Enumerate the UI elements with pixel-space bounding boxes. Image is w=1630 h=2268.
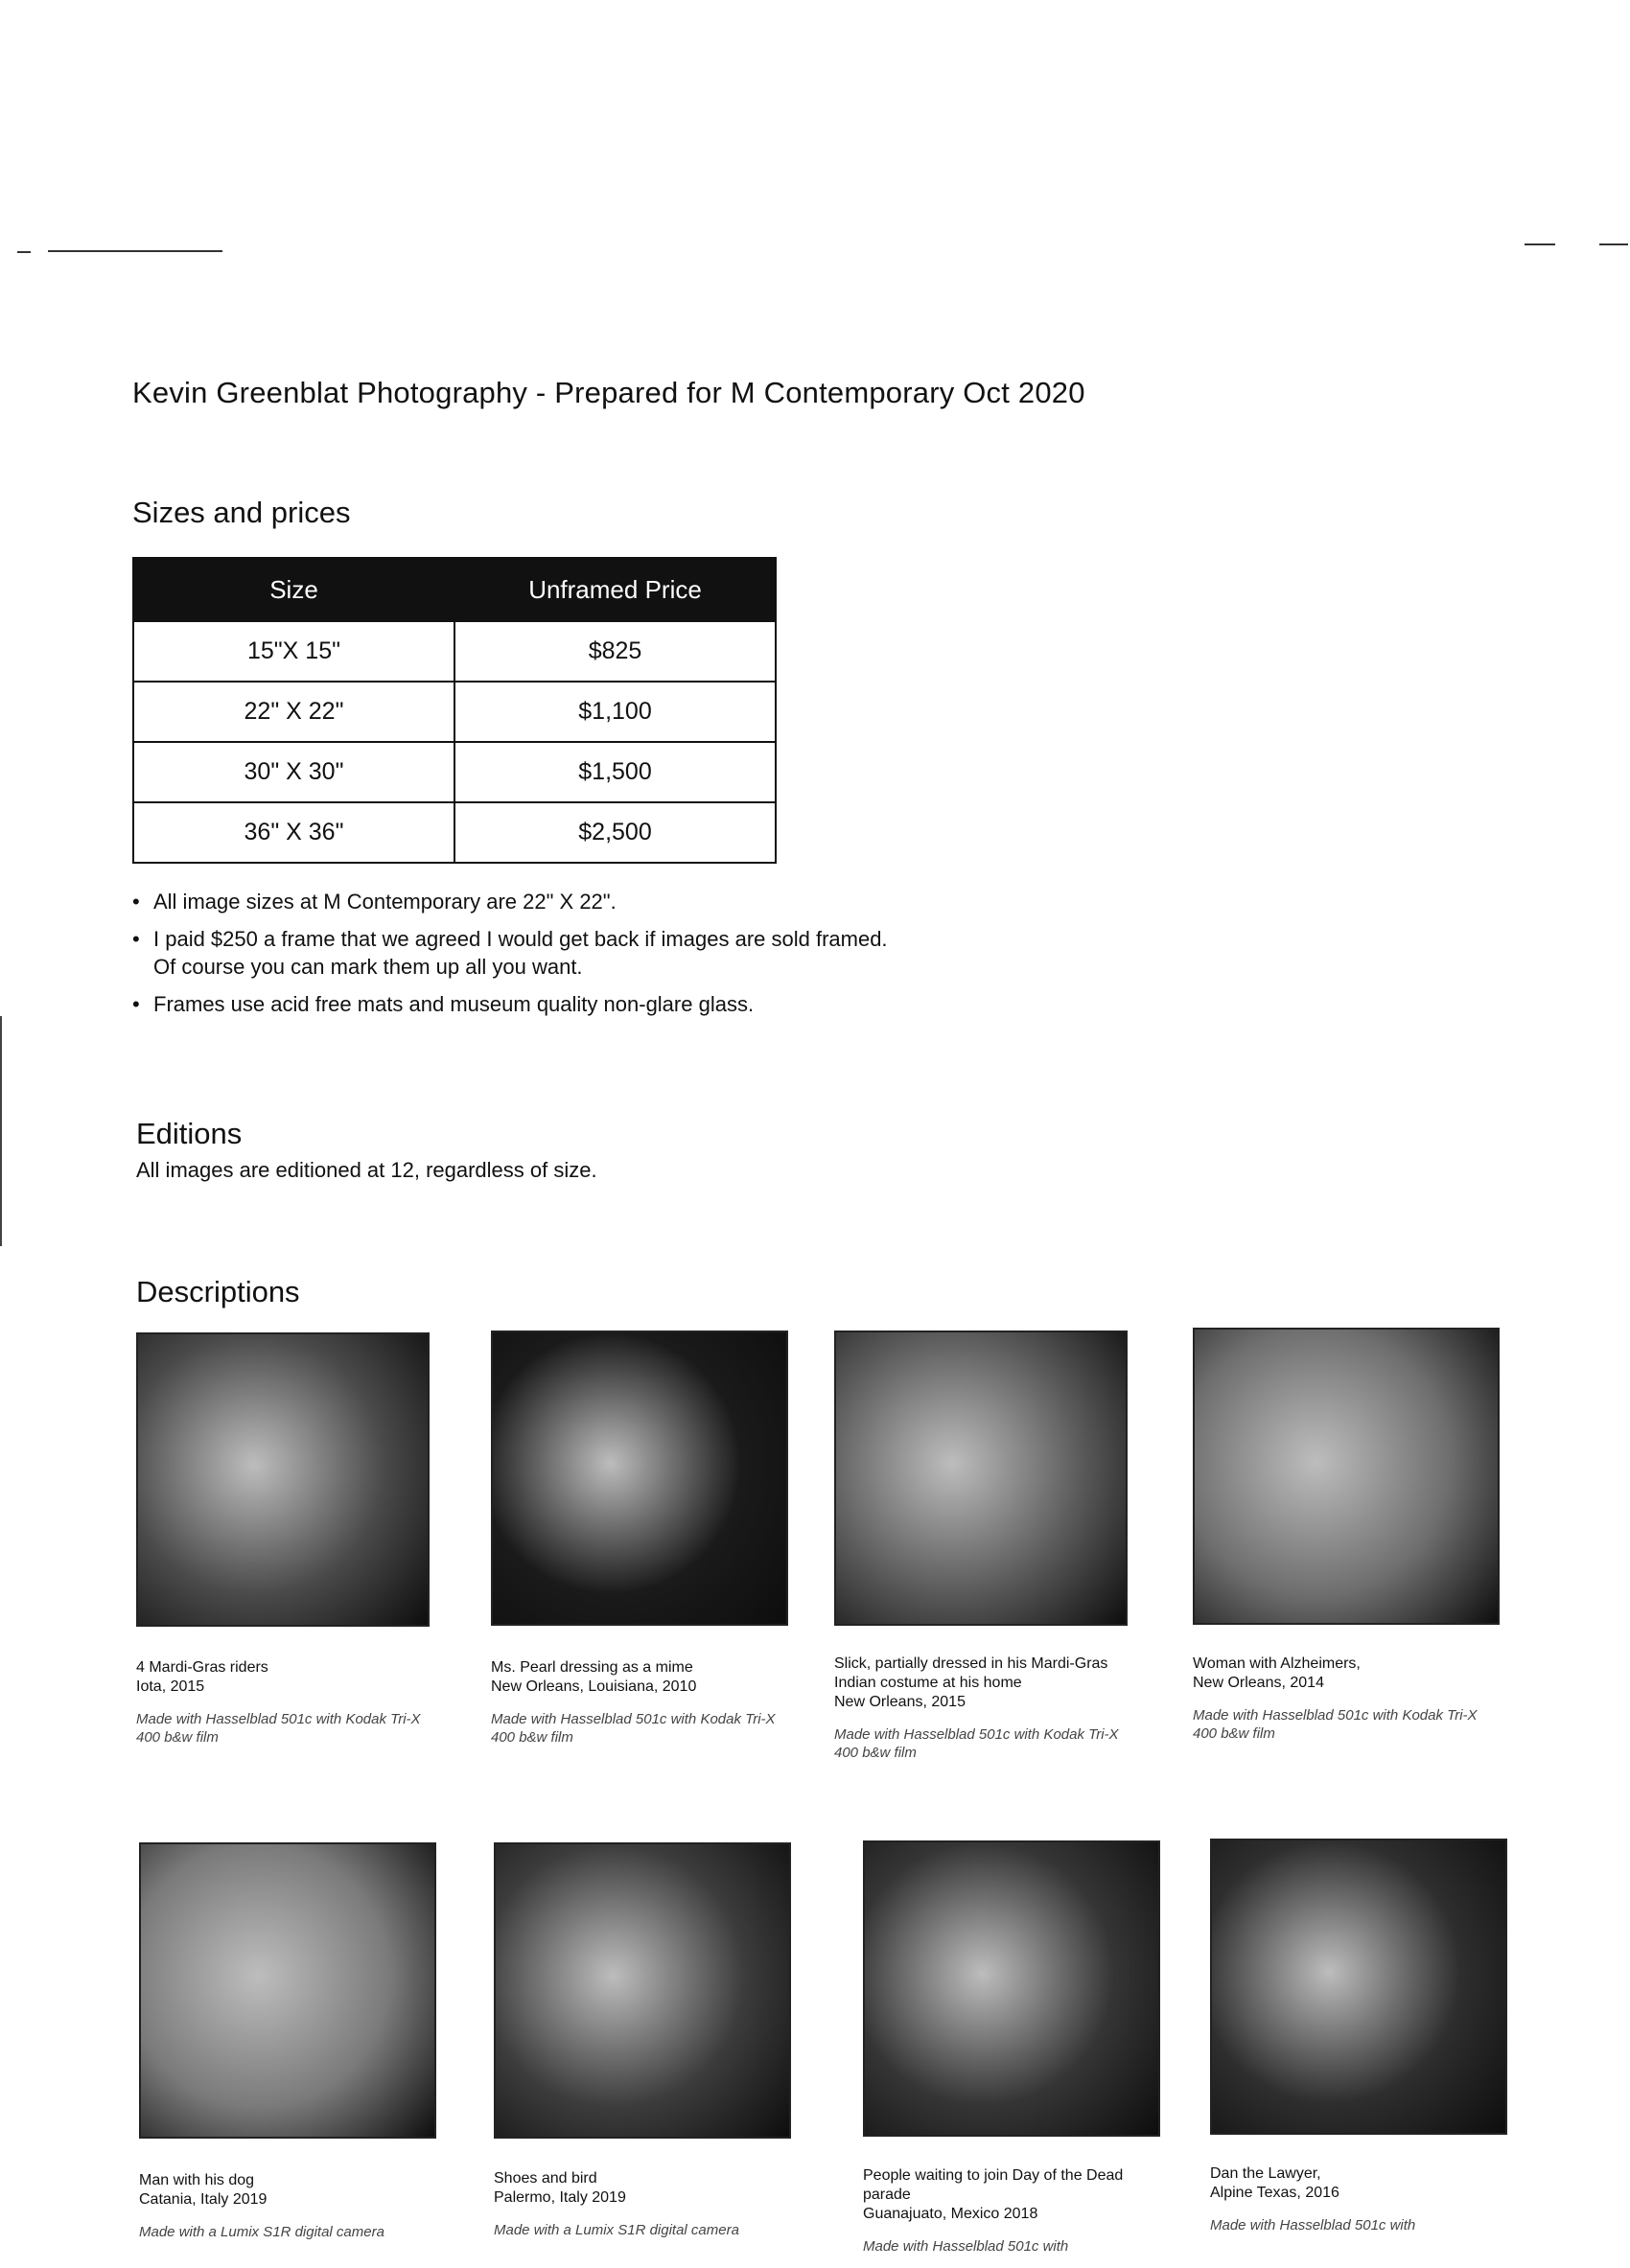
photo-title: 4 Mardi-Gras riders [136,1659,268,1676]
price-cell: $1,500 [454,742,776,802]
photo-title: People waiting to join Day of the Dead parade [863,2167,1124,2203]
editions-heading: Editions [136,1117,243,1150]
price-column-header: Unframed Price [454,558,776,621]
photo-title: Slick, partially dressed in his Mardi-Gras Indian costume at his home [834,1655,1108,1691]
price-cell: $825 [454,621,776,682]
photo-camera-note: Made with Hasselblad 501c with [1210,2217,1416,2233]
photo-place-date: Catania, Italy 2019 [139,2191,268,2208]
photo-place-date: New Orleans, 2015 [834,1694,966,1710]
photo-thumbnail [136,1332,430,1627]
photo-place-date: Alpine Texas, 2016 [1210,2185,1339,2201]
photo-title: Ms. Pearl dressing as a mime [491,1659,693,1676]
size-cell: 15"X 15" [133,621,454,682]
price-cell: $2,500 [454,802,776,863]
photo-place-date: Guanajuato, Mexico 2018 [863,2206,1038,2222]
photo-camera-note: Made with Hasselblad 501c with Kodak Tri-X 400 b&w film [136,1711,421,1746]
photo-caption [1193,1655,1490,1743]
notes-list [132,888,899,1028]
scan-rule-right-tick [1599,243,1628,245]
photo-thumbnail [1193,1328,1500,1625]
note-item: • Frames use acid free mats and museum quality non-glare glass. [132,990,899,1018]
photo-camera-note: Made with Hasselblad 501c with [863,2238,1069,2255]
photo-camera-note: Made with Hasselblad 501c with Kodak Tri-X 400 b&w film [1193,1707,1478,1742]
photo-caption [491,1658,788,1747]
table-row [133,742,776,802]
photo-caption [834,1655,1131,1762]
photo-thumbnail [494,1842,791,2139]
photo-caption [863,2166,1160,2256]
note-item: • I paid $250 a frame that we agreed I would get back if images are sold framed. Of course you can mark them up all you want. [132,925,899,981]
photo-camera-note: Made with a Lumix S1R digital camera [139,2224,384,2240]
photo-thumbnail [491,1331,788,1626]
photo-caption [494,2169,791,2239]
scan-rule-left [48,250,222,252]
price-cell: $1,100 [454,682,776,742]
scan-margin-line [0,1016,2,1246]
scan-rule-right [1525,243,1555,245]
photo-camera-note: Made with Hasselblad 501c with Kodak Tri-X 400 b&w film [491,1711,776,1746]
photo-thumbnail [139,1842,436,2139]
price-table [132,557,777,864]
photo-title: Woman with Alzheimers, [1193,1655,1361,1672]
sizes-heading: Sizes and prices [132,496,351,529]
descriptions-heading: Descriptions [136,1275,300,1308]
photo-title: Shoes and bird [494,2170,597,2187]
photo-place-date: Iota, 2015 [136,1678,205,1695]
photo-caption [139,2171,436,2241]
size-cell: 30" X 30" [133,742,454,802]
size-cell: 22" X 22" [133,682,454,742]
editions-text: All images are editioned at 12, regardless of size. [136,1158,597,1182]
price-table-header-row [133,558,776,621]
photo-camera-note: Made with a Lumix S1R digital camera [494,2222,739,2238]
photo-place-date: New Orleans, 2014 [1193,1675,1324,1691]
table-row [133,682,776,742]
photo-place-date: Palermo, Italy 2019 [494,2189,626,2206]
table-row [133,621,776,682]
document-title: Kevin Greenblat Photography - Prepared for M Contemporary Oct 2020 [132,376,1085,409]
photo-camera-note: Made with Hasselblad 501c with Kodak Tri-X 400 b&w film [834,1726,1119,1761]
size-cell: 36" X 36" [133,802,454,863]
size-column-header: Size [133,558,454,621]
photo-caption [136,1658,433,1747]
photo-title: Man with his dog [139,2172,255,2188]
scan-rule-left-tick [17,251,31,253]
photo-thumbnail [834,1331,1128,1626]
photo-caption [1210,2164,1507,2234]
photo-thumbnail [1210,1839,1507,2135]
table-row [133,802,776,863]
photo-place-date: New Orleans, Louisiana, 2010 [491,1678,697,1695]
note-item: • All image sizes at M Contemporary are 22" X 22". [132,888,899,915]
photo-thumbnail [863,1840,1160,2137]
photo-title: Dan the Lawyer, [1210,2165,1321,2182]
